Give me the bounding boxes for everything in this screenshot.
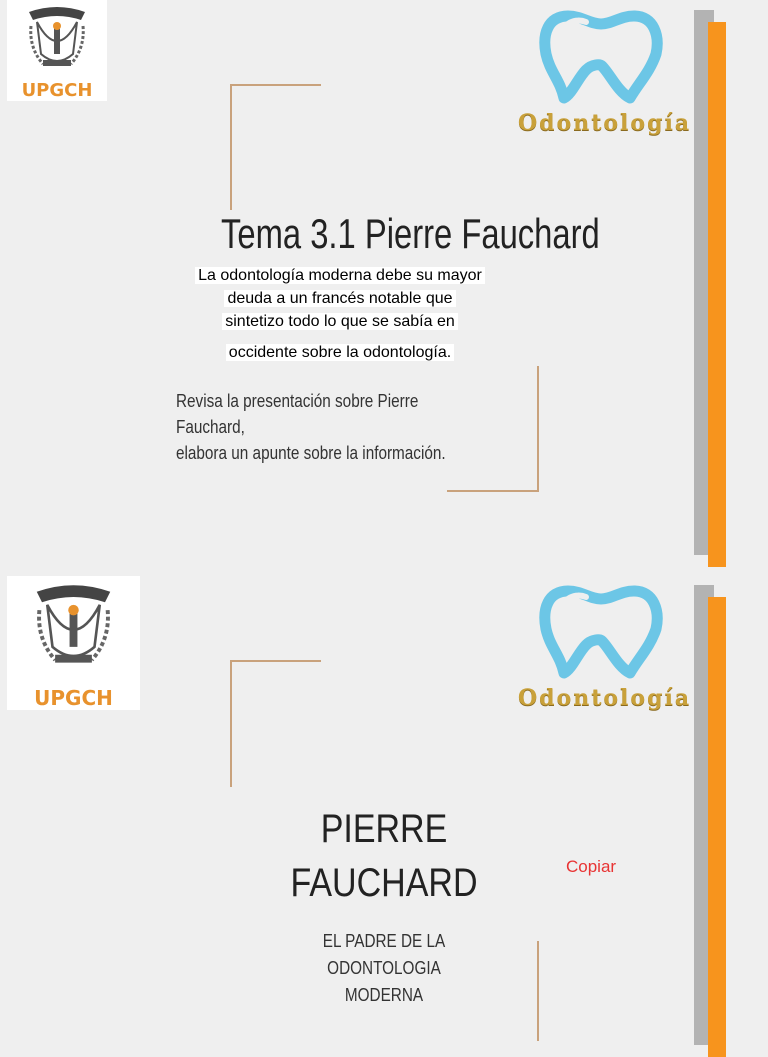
crest-icon [7,0,107,80]
intro-line: sintetizo todo lo que se sabía en [222,313,458,330]
brand-word-text: Odontología [518,685,692,711]
brand-word-text: Odontología [518,110,692,136]
frame-line-right [537,941,539,1041]
instruction-line: elabora un apunte sobre la información. [176,443,446,463]
tooth-icon [538,583,664,681]
side-bar-orange [708,597,726,1057]
brand-word [518,685,691,711]
main-title-line: PIERRE [320,807,448,851]
tooth-icon [538,8,664,106]
main-title-line: FAUCHARD [290,861,478,905]
university-logo [7,576,140,710]
frame-line-left [230,84,232,210]
frame-line-right [537,366,539,492]
slide-title: Tema 3.1 Pierre Fauchard [221,210,600,257]
frame-line-top [230,660,321,662]
university-logo [7,0,107,101]
subtitle-line: MODERNA [344,985,424,1005]
brand-word [518,110,691,136]
main-title [270,802,498,910]
intro-line: occidente sobre la odontología. [226,344,454,361]
subtitle-line: EL PADRE DE LA ODONTOLOGIA [322,931,446,978]
logo-text: UPGCH [21,80,93,101]
crest-icon [7,576,140,681]
intro-paragraph [170,264,510,364]
subtitle [270,928,498,1009]
logo-text: UPGCH [34,686,113,710]
copy-link[interactable]: Copiar [566,857,617,876]
instruction-text [176,388,457,466]
intro-line: La odontología moderna debe su mayor [195,267,485,284]
frame-line-top [230,84,321,86]
side-bar-orange [708,22,726,567]
intro-line: deuda a un francés notable que [224,290,455,307]
frame-line-bottom [447,490,539,492]
frame-line-left [230,660,232,787]
instruction-line: Revisa la presentación sobre Pierre Fauchard, [176,391,419,437]
